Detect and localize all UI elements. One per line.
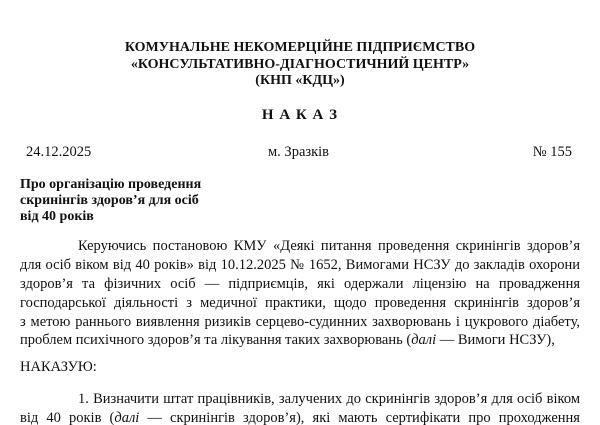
preamble-line: здоров’я та фізичних осіб — підприємців, які одержали ліцензію на провадження <box>20 276 580 292</box>
subject-line: скринінгів здоров’я для осіб <box>20 193 199 208</box>
item-line <box>20 409 580 425</box>
text: проблем психічного здоров’я та лікування таких захворювань ( <box>20 332 412 348</box>
preamble-line: для осіб віком від 40 років» від 10.12.2025 № 1652, Вимогами НСЗУ до закладів охорони <box>20 257 580 273</box>
order-number: № 155 <box>532 144 572 160</box>
org-name-line2: «КОНСУЛЬТАТИВНО-ДІАГНОСТИЧНИЙ ЦЕНТР» <box>130 57 470 72</box>
preamble-line: з метою раннього виявлення ризиків серцево-судинних захворювань і цукрового діабету, <box>20 314 580 330</box>
order-word: НАКАЗУЮ: <box>20 359 97 375</box>
subject-line: від 40 років <box>20 209 94 224</box>
item-line: 1. Визначити штат працівників, залучених до скринінгів здоров’я для осіб віком <box>78 391 580 407</box>
preamble-line: Керуючись постановою КМУ «Деякі питання проведення скринінгів здоров’я <box>78 238 580 254</box>
italic-text: далі <box>114 410 140 425</box>
subject-line: Про організацію проведення <box>20 177 202 192</box>
text: — Вимоги НСЗУ), <box>436 332 555 348</box>
org-name-line1: КОМУНАЛЬНЕ НЕКОМЕРЦІЙНЕ ПІДПРИЄМСТВО <box>124 40 476 55</box>
italic-text: далі <box>411 332 437 348</box>
text: — скринінгів здоров’я), які мають сертифікати про проходження <box>139 410 580 425</box>
org-abbrev: (КНП «КДЦ») <box>255 73 345 88</box>
doc-type-title: Н А К А З <box>261 107 339 123</box>
preamble-last-line <box>20 332 580 349</box>
order-place: м. Зразків <box>268 144 330 160</box>
preamble-line: господарської діяльності з медичної практики, щодо проведення скринінгів здоров’я <box>20 295 580 311</box>
order-date: 24.12.2025 <box>26 144 92 160</box>
text: від 40 років ( <box>20 410 115 425</box>
